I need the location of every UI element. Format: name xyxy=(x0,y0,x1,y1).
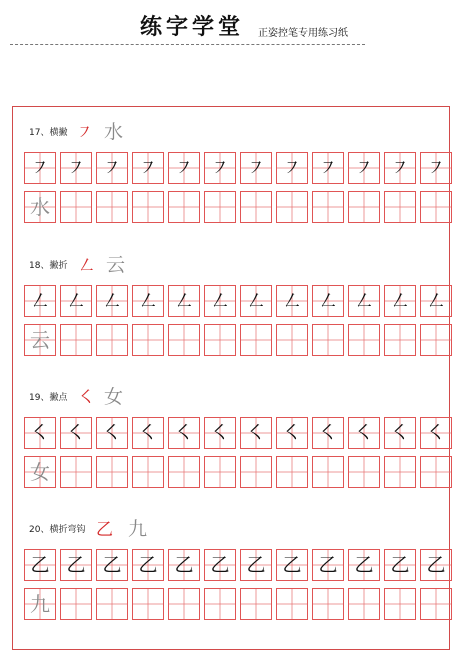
practice-stroke: ㇛ xyxy=(30,421,50,444)
grid-cell[interactable] xyxy=(24,152,56,184)
grid-cell[interactable] xyxy=(204,285,236,317)
practice-stroke: ㇇ xyxy=(426,156,446,179)
practice-stroke: ㇇ xyxy=(66,156,86,179)
grid-cell[interactable] xyxy=(384,191,416,223)
grid-cell[interactable] xyxy=(240,324,272,356)
grid-cell[interactable] xyxy=(60,285,92,317)
practice-stroke: ㇇ xyxy=(354,156,374,179)
character-practice-row xyxy=(24,588,452,620)
grid-cell[interactable] xyxy=(132,549,164,581)
character-practice-row xyxy=(24,324,452,356)
grid-cell[interactable] xyxy=(312,152,344,184)
grid-cell[interactable] xyxy=(132,417,164,449)
grid-cell[interactable] xyxy=(168,456,200,488)
example-character: 女 xyxy=(104,386,124,408)
grid-cell[interactable] xyxy=(420,285,452,317)
grid-cell[interactable] xyxy=(168,285,200,317)
grid-cell[interactable] xyxy=(276,191,308,223)
practice-stroke: 乙 xyxy=(30,553,50,576)
stroke-practice-row xyxy=(24,152,452,184)
grid-cell[interactable] xyxy=(96,456,128,488)
example-character: 九 xyxy=(128,518,148,540)
grid-cell[interactable] xyxy=(132,152,164,184)
practice-stroke: ㇜ xyxy=(426,289,446,312)
grid-cell[interactable] xyxy=(24,456,56,488)
page-header xyxy=(0,0,460,46)
grid-cell[interactable] xyxy=(348,456,380,488)
practice-stroke: ㇛ xyxy=(426,421,446,444)
grid-cell[interactable] xyxy=(312,456,344,488)
grid-cell[interactable] xyxy=(384,588,416,620)
practice-stroke: ㇜ xyxy=(246,289,266,312)
grid-cell[interactable] xyxy=(168,588,200,620)
practice-stroke: 乙 xyxy=(426,553,446,576)
grid-cell[interactable] xyxy=(420,417,452,449)
grid-cell[interactable] xyxy=(96,588,128,620)
grid-cell[interactable] xyxy=(60,417,92,449)
grid-cell[interactable] xyxy=(276,588,308,620)
stroke-sample: 乙 xyxy=(96,520,113,540)
grid-cell[interactable] xyxy=(420,191,452,223)
example-character: 水 xyxy=(104,121,124,143)
practice-stroke: ㇜ xyxy=(210,289,230,312)
practice-stroke: ㇛ xyxy=(66,421,86,444)
stroke-label: 17、横撇 xyxy=(29,128,68,138)
practice-stroke: 乙 xyxy=(210,553,230,576)
grid-cell[interactable] xyxy=(132,191,164,223)
practice-stroke: ㇜ xyxy=(390,289,410,312)
grid-cell[interactable] xyxy=(60,191,92,223)
grid-cell[interactable] xyxy=(204,191,236,223)
grid-cell[interactable] xyxy=(384,456,416,488)
grid-cell[interactable] xyxy=(96,549,128,581)
practice-stroke: ㇜ xyxy=(174,289,194,312)
grid-cell[interactable] xyxy=(312,417,344,449)
practice-stroke: ㇇ xyxy=(102,156,122,179)
practice-stroke: ㇇ xyxy=(282,156,302,179)
grid-cell[interactable] xyxy=(348,191,380,223)
grid-cell[interactable] xyxy=(204,152,236,184)
grid-cell[interactable] xyxy=(276,456,308,488)
practice-stroke: ㇇ xyxy=(246,156,266,179)
grid-cell[interactable] xyxy=(204,456,236,488)
practice-stroke: ㇛ xyxy=(390,421,410,444)
practice-stroke: ㇛ xyxy=(282,421,302,444)
grid-cell[interactable] xyxy=(24,417,56,449)
practice-stroke: ㇇ xyxy=(390,156,410,179)
grid-cell[interactable] xyxy=(312,191,344,223)
grid-cell[interactable] xyxy=(240,456,272,488)
grid-cell[interactable] xyxy=(24,549,56,581)
stroke-practice-row xyxy=(24,549,452,581)
practice-stroke: ㇜ xyxy=(66,289,86,312)
practice-stroke: ㇜ xyxy=(30,289,50,312)
practice-stroke: 乙 xyxy=(318,553,338,576)
grid-cell[interactable] xyxy=(204,417,236,449)
header-divider xyxy=(10,44,365,45)
grid-cell[interactable] xyxy=(240,285,272,317)
stroke-label: 19、撇点 xyxy=(29,393,68,403)
practice-stroke: 乙 xyxy=(138,553,158,576)
practice-stroke: 乙 xyxy=(390,553,410,576)
character-practice-row xyxy=(24,191,452,223)
stroke-sample: ㇇ xyxy=(76,123,93,143)
practice-stroke: ㇜ xyxy=(282,289,302,312)
stroke-practice-row xyxy=(24,417,452,449)
practice-stroke: 乙 xyxy=(354,553,374,576)
grid-cell[interactable] xyxy=(168,152,200,184)
grid-cell[interactable] xyxy=(384,285,416,317)
grid-cell[interactable] xyxy=(348,549,380,581)
practice-stroke: 乙 xyxy=(174,553,194,576)
model-character: 九 xyxy=(30,592,50,616)
grid-cell[interactable] xyxy=(24,191,56,223)
practice-stroke: ㇜ xyxy=(102,289,122,312)
grid-cell[interactable] xyxy=(420,152,452,184)
grid-cell[interactable] xyxy=(276,152,308,184)
practice-stroke: ㇇ xyxy=(30,156,50,179)
grid-cell[interactable] xyxy=(276,324,308,356)
practice-stroke: ㇜ xyxy=(318,289,338,312)
grid-cell[interactable] xyxy=(240,549,272,581)
sheet-subtitle: 正姿控笔专用练习纸 xyxy=(258,28,348,39)
practice-stroke: ㇛ xyxy=(102,421,122,444)
practice-stroke: ㇛ xyxy=(318,421,338,444)
practice-stroke: 乙 xyxy=(66,553,86,576)
grid-cell[interactable] xyxy=(60,549,92,581)
grid-cell[interactable] xyxy=(384,417,416,449)
example-character: 云 xyxy=(106,254,126,276)
grid-cell[interactable] xyxy=(168,417,200,449)
grid-cell[interactable] xyxy=(24,285,56,317)
grid-cell[interactable] xyxy=(60,456,92,488)
practice-stroke: ㇛ xyxy=(138,421,158,444)
grid-cell[interactable] xyxy=(204,588,236,620)
practice-stroke: ㇇ xyxy=(210,156,230,179)
practice-stroke: ㇛ xyxy=(174,421,194,444)
grid-cell[interactable] xyxy=(132,285,164,317)
grid-cell[interactable] xyxy=(420,549,452,581)
practice-stroke: ㇛ xyxy=(354,421,374,444)
grid-cell[interactable] xyxy=(60,588,92,620)
stroke-label: 18、撇折 xyxy=(29,261,68,271)
grid-cell[interactable] xyxy=(168,549,200,581)
grid-cell[interactable] xyxy=(24,324,56,356)
practice-stroke: 乙 xyxy=(102,553,122,576)
grid-cell[interactable] xyxy=(348,152,380,184)
grid-cell[interactable] xyxy=(276,285,308,317)
grid-cell[interactable] xyxy=(96,191,128,223)
stroke-sample: ㇛ xyxy=(78,388,95,408)
grid-cell[interactable] xyxy=(420,324,452,356)
practice-stroke: ㇛ xyxy=(210,421,230,444)
grid-cell[interactable] xyxy=(312,588,344,620)
stroke-sample: ㇜ xyxy=(78,256,95,276)
grid-cell[interactable] xyxy=(240,588,272,620)
grid-cell[interactable] xyxy=(60,324,92,356)
grid-cell[interactable] xyxy=(132,456,164,488)
grid-cell[interactable] xyxy=(348,588,380,620)
grid-cell[interactable] xyxy=(348,285,380,317)
grid-cell[interactable] xyxy=(420,456,452,488)
grid-cell[interactable] xyxy=(276,417,308,449)
grid-cell[interactable] xyxy=(168,324,200,356)
practice-stroke: ㇇ xyxy=(318,156,338,179)
grid-cell[interactable] xyxy=(96,152,128,184)
practice-stroke: ㇇ xyxy=(138,156,158,179)
grid-cell[interactable] xyxy=(204,549,236,581)
grid-cell[interactable] xyxy=(384,324,416,356)
grid-cell[interactable] xyxy=(312,549,344,581)
grid-cell[interactable] xyxy=(420,588,452,620)
grid-cell[interactable] xyxy=(96,417,128,449)
grid-cell[interactable] xyxy=(384,152,416,184)
practice-stroke: ㇇ xyxy=(174,156,194,179)
model-character: 水 xyxy=(30,195,50,219)
grid-cell[interactable] xyxy=(348,417,380,449)
grid-cell[interactable] xyxy=(168,191,200,223)
grid-cell[interactable] xyxy=(312,324,344,356)
practice-stroke: ㇜ xyxy=(138,289,158,312)
character-practice-row xyxy=(24,456,452,488)
grid-cell[interactable] xyxy=(240,152,272,184)
grid-cell[interactable] xyxy=(132,588,164,620)
grid-cell[interactable] xyxy=(240,417,272,449)
model-character: 女 xyxy=(30,460,50,484)
practice-stroke: 乙 xyxy=(282,553,302,576)
stroke-label: 20、横折弯钩 xyxy=(29,525,86,535)
grid-cell[interactable] xyxy=(24,588,56,620)
grid-cell[interactable] xyxy=(312,285,344,317)
grid-cell[interactable] xyxy=(96,285,128,317)
model-character: 云 xyxy=(30,328,50,352)
practice-stroke: ㇜ xyxy=(354,289,374,312)
stroke-practice-row xyxy=(24,285,452,317)
grid-cell[interactable] xyxy=(384,549,416,581)
grid-cell[interactable] xyxy=(132,324,164,356)
grid-cell[interactable] xyxy=(348,324,380,356)
grid-cell[interactable] xyxy=(60,152,92,184)
grid-cell[interactable] xyxy=(276,549,308,581)
practice-stroke: ㇛ xyxy=(246,421,266,444)
grid-cell[interactable] xyxy=(96,324,128,356)
practice-stroke: 乙 xyxy=(246,553,266,576)
grid-cell[interactable] xyxy=(204,324,236,356)
grid-cell[interactable] xyxy=(240,191,272,223)
brand-title: 练字学堂 xyxy=(140,14,245,40)
